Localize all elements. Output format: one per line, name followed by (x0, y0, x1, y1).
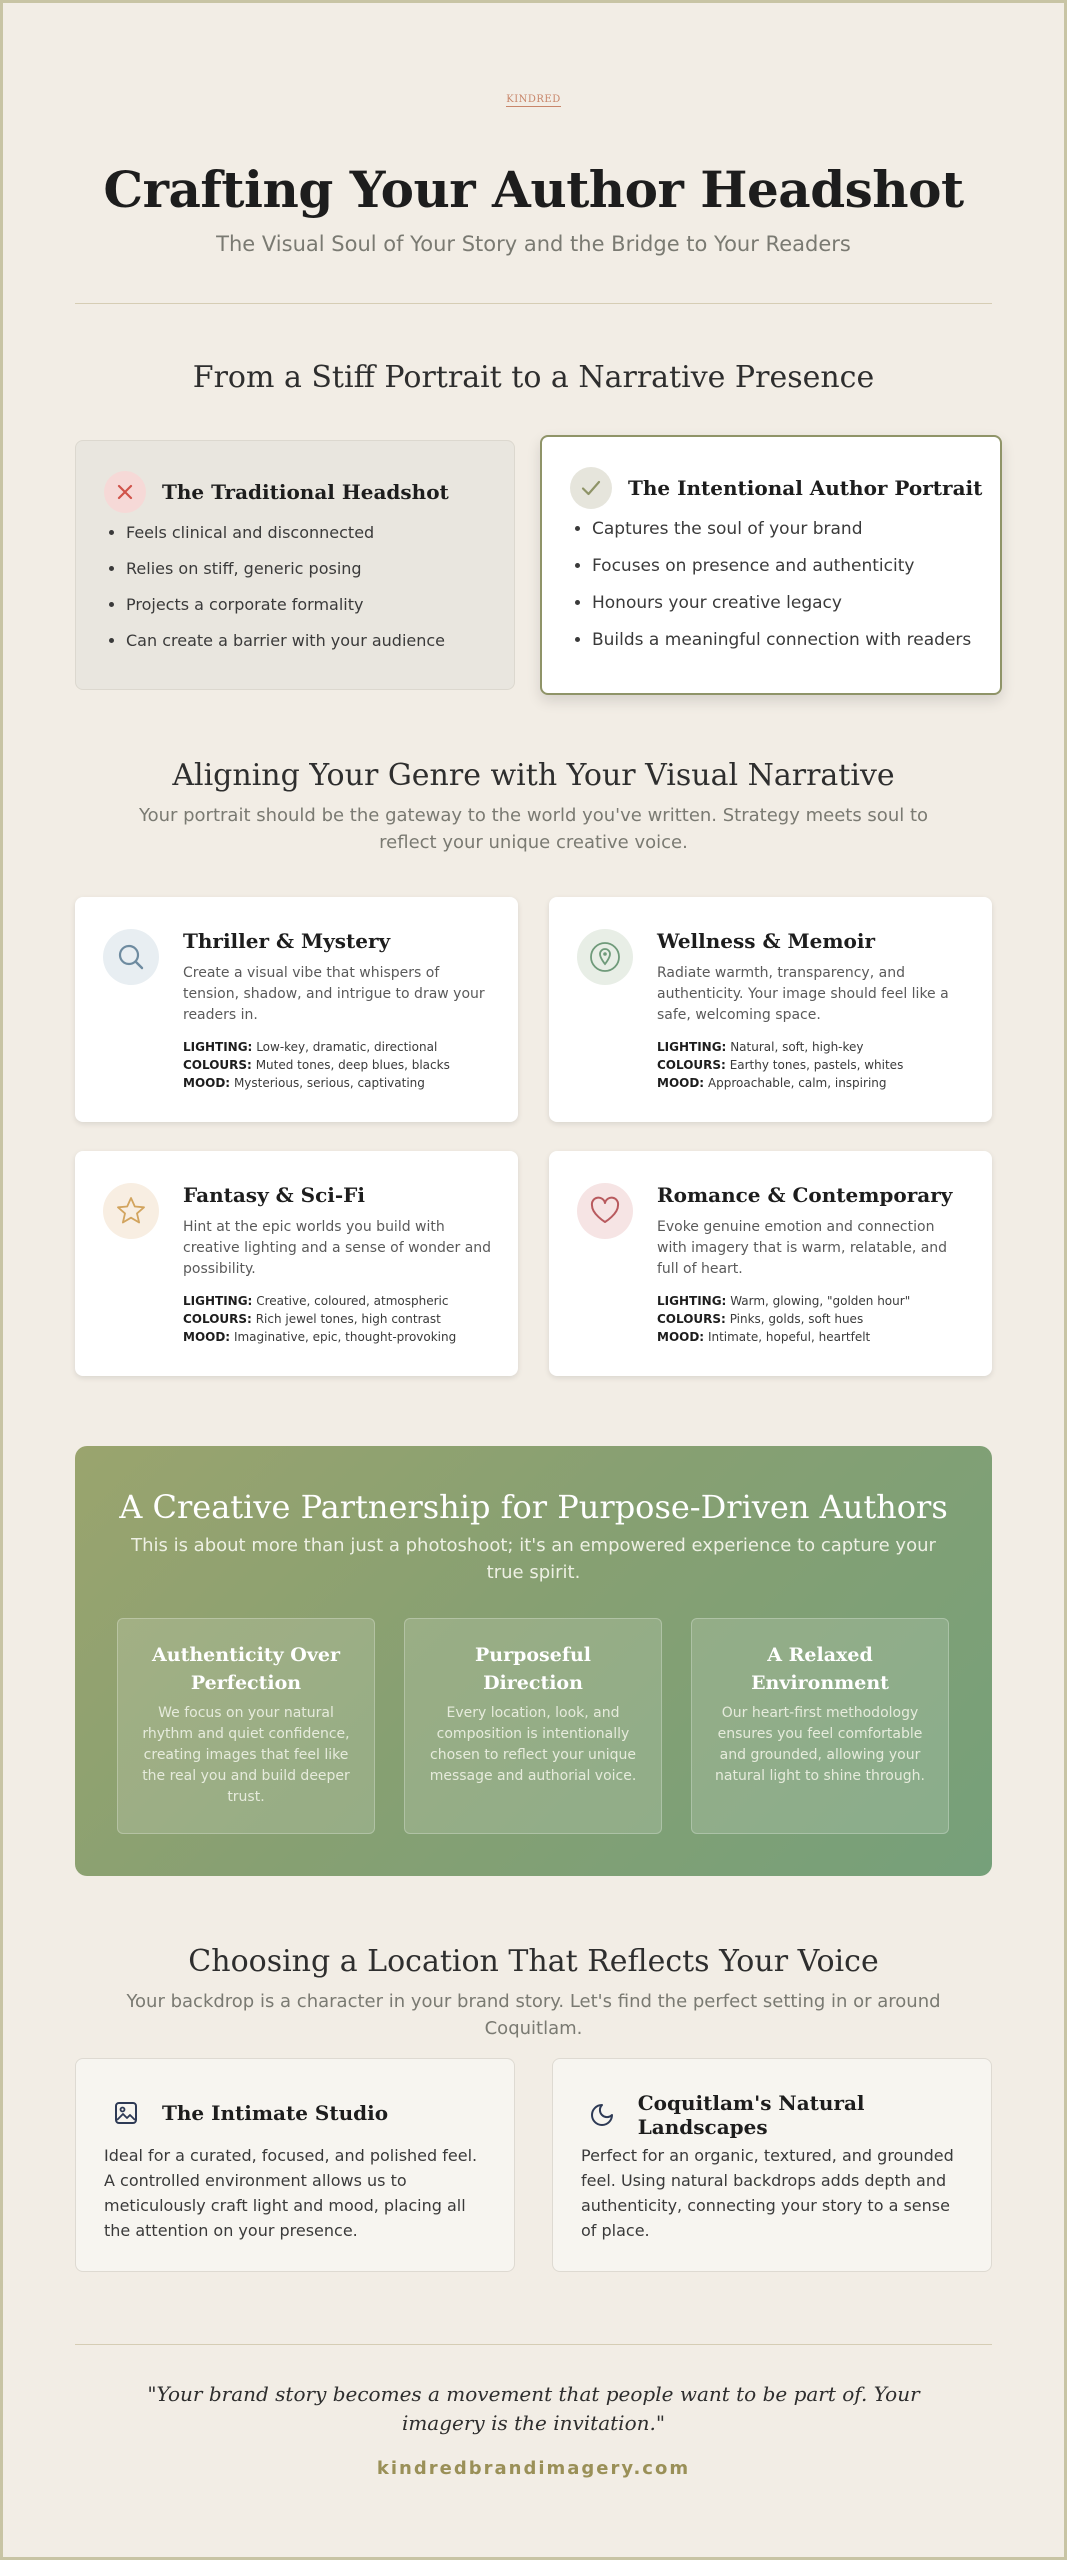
genre-mood: MOOD: Approachable, calm, inspiring (657, 1076, 887, 1090)
genre-colours: COLOURS: Rich jewel tones, high contrast (183, 1312, 441, 1326)
genre-card-thriller (75, 897, 518, 1122)
divider (75, 303, 992, 304)
genre-mood: MOOD: Intimate, hopeful, heartfelt (657, 1330, 871, 1344)
genre-lighting: LIGHTING: Warm, glowing, "golden hour" (657, 1294, 911, 1308)
brand-logo: KINDRED (506, 94, 561, 105)
partnership-card (117, 1618, 375, 1834)
genre-card-wellness (549, 897, 992, 1122)
partnership-card-title: Authenticity Over Perfection (152, 1644, 340, 1694)
genres-lead: Your portrait should be the gateway to the world you've written. Strategy meets soul to reflect your unique creative voice. (138, 805, 929, 853)
genre-colours: COLOURS: Pinks, golds, soft hues (657, 1312, 864, 1326)
image-icon (104, 2091, 148, 2135)
partnership-card-title: Purposeful Direction (474, 1644, 592, 1694)
genres-heading: Aligning Your Genre with Your Visual Narrative (172, 758, 895, 793)
partnership-card-text: We focus on your natural rhythm and quiet confidence, creating images that feel like the real you and build deeper trust. (142, 1705, 350, 1805)
location-card-title: Coquitlam's Natural Landscapes (637, 2091, 865, 2139)
location-pin-icon (577, 929, 633, 985)
list-item: • Feels clinical and disconnected (126, 523, 445, 543)
page-title: Crafting Your Author Headshot (103, 160, 964, 219)
comparison-heading: From a Stiff Portrait to a Narrative Presence (192, 360, 875, 395)
genre-mood: MOOD: Imaginative, epic, thought-provoking (183, 1330, 457, 1344)
location-lead: Your backdrop is a character in your brand story. Let's find the perfect setting in or around Coquitlam. (126, 1991, 941, 2039)
list-item: • Honours your creative legacy (592, 593, 971, 613)
genre-mood: MOOD: Mysterious, serious, captivating (183, 1076, 425, 1090)
genre-title: Wellness & Memoir (657, 929, 876, 953)
partnership-section (75, 1446, 992, 1876)
website-link[interactable]: kindredbrandimagery.com (376, 2458, 691, 2479)
location-card-title: The Intimate Studio (162, 2101, 389, 2125)
location-card-text: Ideal for a curated, focused, and polished feel. A controlled environment allows us to meticulously craft light and mood, placing all the attention on your presence. (104, 2146, 478, 2240)
page-subtitle: The Visual Soul of Your Story and the Bridge to Your Readers (216, 232, 851, 256)
partnership-card (404, 1618, 662, 1834)
list-item: • Can create a barrier with your audience (126, 631, 445, 651)
genre-lighting: LIGHTING: Creative, coloured, atmospheric (183, 1294, 449, 1308)
partnership-card (691, 1618, 949, 1834)
check-icon (570, 467, 612, 509)
partnership-card-text: Every location, look, and composition is intentionally chosen to reflect your unique message and authorial voice. (429, 1705, 637, 1784)
genre-description: Hint at the epic worlds you build with creative lighting and a sense of wonder and possibility. (183, 1219, 492, 1277)
divider (75, 2344, 992, 2345)
genre-card-romance (549, 1151, 992, 1376)
traditional-headshot-title: The Traditional Headshot (162, 480, 449, 504)
partnership-lead: This is about more than just a photoshoot; it's an empowered experience to capture your true spirit. (131, 1535, 936, 1583)
genre-title: Romance & Contemporary (657, 1183, 953, 1207)
star-icon (103, 1183, 159, 1239)
intentional-list (570, 519, 971, 667)
list-item: • Builds a meaningful connection with readers (592, 630, 971, 650)
genre-colours: COLOURS: Muted tones, deep blues, blacks (183, 1058, 450, 1072)
x-icon (104, 471, 146, 513)
list-item: • Focuses on presence and authenticity (592, 556, 971, 576)
list-item: • Relies on stiff, generic posing (126, 559, 445, 579)
closing-quote: "Your brand story becomes a movement that people want to be part of. Your imagery is the invitation." (147, 2382, 920, 2435)
partnership-heading: A Creative Partnership for Purpose-Driven Authors (119, 1488, 948, 1526)
list-item: • Projects a corporate formality (126, 595, 445, 615)
moon-icon (581, 2093, 624, 2137)
genre-lighting: LIGHTING: Low-key, dramatic, directional (183, 1040, 438, 1054)
genre-description: Create a visual vibe that whispers of tension, shadow, and intrigue to draw your readers in. (183, 965, 485, 1023)
genre-title: Fantasy & Sci-Fi (183, 1183, 365, 1207)
heart-icon (577, 1183, 633, 1239)
partnership-card-text: Our heart-first methodology ensures you feel comfortable and grounded, allowing your natural light to shine through. (715, 1705, 925, 1784)
location-card-studio (75, 2058, 515, 2272)
traditional-list (104, 523, 445, 667)
genre-colours: COLOURS: Earthy tones, pastels, whites (657, 1058, 904, 1072)
location-card-text: Perfect for an organic, textured, and grounded feel. Using natural backdrops adds depth and authenticity, connecting your story to a sense of place. (581, 2146, 954, 2240)
search-icon (103, 929, 159, 985)
traditional-headshot-card (75, 440, 515, 690)
location-heading: Choosing a Location That Reflects Your Voice (188, 1944, 879, 1979)
intentional-portrait-title: The Intentional Author Portrait (628, 476, 983, 500)
location-card-landscapes (552, 2058, 992, 2272)
genre-title: Thriller & Mystery (183, 929, 391, 953)
genre-lighting: LIGHTING: Natural, soft, high-key (657, 1040, 864, 1054)
genre-description: Radiate warmth, transparency, and authenticity. Your image should feel like a safe, welcoming space. (657, 965, 949, 1023)
list-item: • Captures the soul of your brand (592, 519, 971, 539)
intentional-portrait-card (540, 435, 1002, 695)
genre-card-fantasy (75, 1151, 518, 1376)
genre-description: Evoke genuine emotion and connection with imagery that is warm, relatable, and full of heart. (657, 1219, 948, 1277)
partnership-card-title: A Relaxed Environment (751, 1644, 889, 1694)
